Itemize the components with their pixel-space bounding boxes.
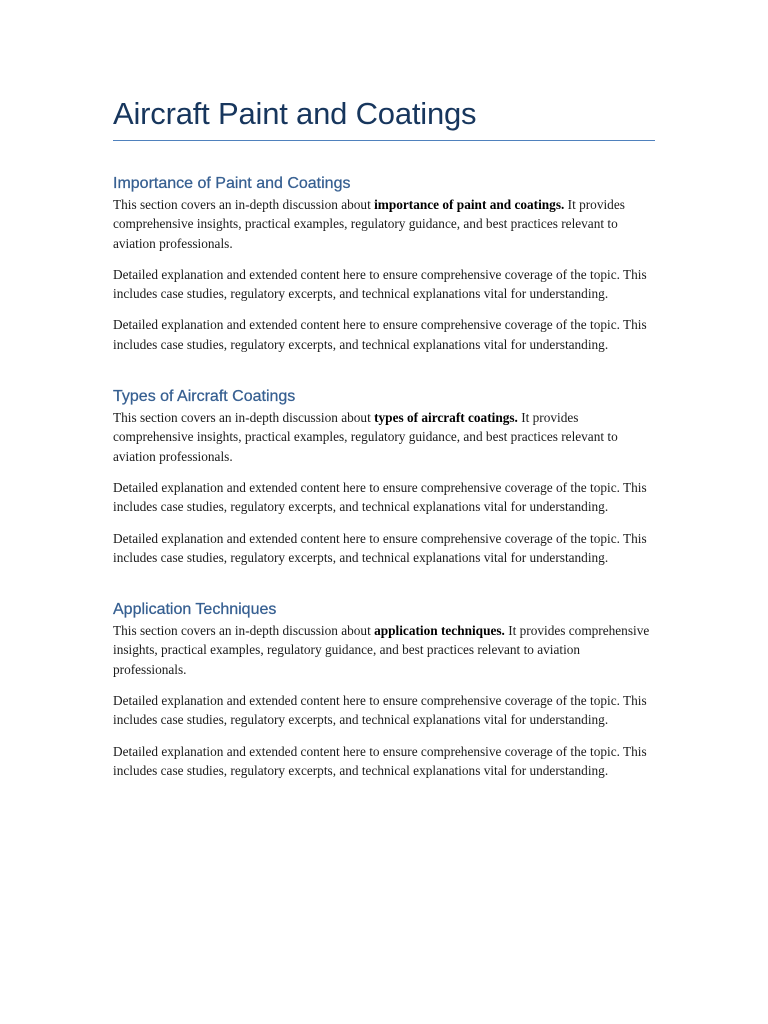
- body-paragraph: Detailed explanation and extended content here to ensure comprehensive coverage of the topic. This includes case studies, regulatory excerpts, and technical explanations vital for understanding.: [113, 266, 647, 302]
- intro-text: It provides comprehensive insights, practical examples, regulatory guidance, and best practices relevant to aviation professionals.: [113, 197, 625, 251]
- section-heading: Application Techniques: [113, 601, 277, 619]
- document-title: Aircraft Paint and Coatings: [113, 92, 655, 141]
- body-paragraph: Detailed explanation and extended content here to ensure comprehensive coverage of the topic. This includes case studies, regulatory excerpts, and technical explanations vital for understanding.: [113, 530, 647, 565]
- intro-text: It provides comprehensive insights, practical examples, regulatory guidance, and best practices relevant to aviation professionals.: [113, 410, 618, 464]
- intro-bold-topic: types of aircraft coatings.: [374, 410, 518, 426]
- body-paragraph: Detailed explanation and extended content here to ensure comprehensive coverage of the topic. This includes case studies, regulatory excerpts, and technical explanations vital for understanding.: [113, 479, 647, 515]
- intro-bold-topic: importance of paint and coatings.: [374, 197, 565, 212]
- section-intro-paragraph: [113, 621, 655, 679]
- intro-bold-topic: application techniques.: [374, 623, 505, 639]
- intro-text: This section covers an in-depth discussion about: [113, 623, 375, 639]
- document-page: [113, 92, 655, 780]
- intro-text: It provides comprehensive insights, practical examples, regulatory guidance, and best practices relevant to aviation professionals.: [113, 623, 650, 677]
- intro-text: This section covers an in-depth discussion about: [113, 197, 375, 212]
- intro-text: This section covers an in-depth discussion about: [113, 410, 375, 426]
- section-heading: Types of Aircraft Coatings: [113, 388, 296, 406]
- section-intro-paragraph: [113, 408, 655, 466]
- section-importance-of-paint-and-coatings: [113, 173, 655, 354]
- section-heading: Importance of Paint and Coatings: [113, 175, 351, 192]
- body-paragraph: Detailed explanation and extended content here to ensure comprehensive coverage of the topic. This includes case studies, regulatory excerpts, and technical explanations vital for understanding.: [113, 317, 647, 352]
- section-types-of-aircraft-coatings: [113, 386, 655, 567]
- body-paragraph: Detailed explanation and extended content here to ensure comprehensive coverage of the topic. This includes case studies, regulatory excerpts, and technical explanations vital for understanding.: [113, 693, 647, 728]
- section-intro-paragraph: [113, 195, 655, 253]
- section-application-techniques: [113, 599, 655, 780]
- body-paragraph: Detailed explanation and extended content here to ensure comprehensive coverage of the topic. This includes case studies, regulatory excerpts, and technical explanations vital for understanding.: [113, 743, 647, 778]
